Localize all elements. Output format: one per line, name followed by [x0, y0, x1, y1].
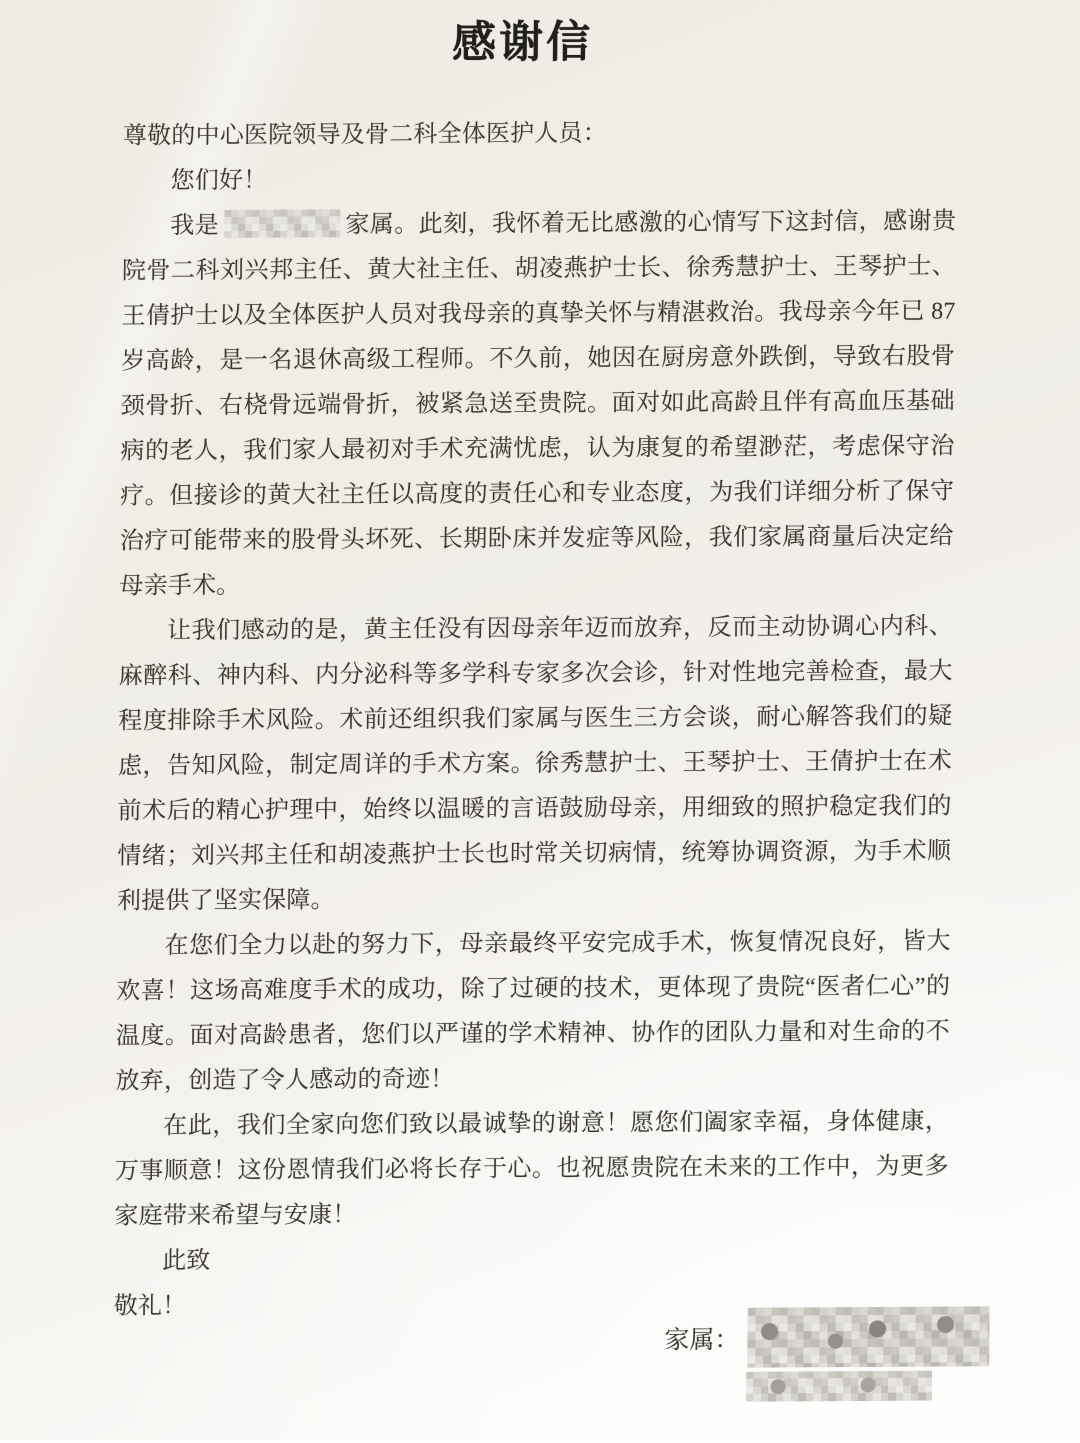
redacted-signature-date — [746, 1371, 932, 1402]
redacted-signature-name — [747, 1306, 989, 1367]
closing-respect-line: 此致 — [162, 1248, 211, 1275]
paragraph-1-prefix: 我是 — [170, 212, 220, 240]
signature-label: 家属： — [664, 1326, 740, 1355]
paragraph-3: 在您们全力以赴的努力下，母亲最终平安完成手术，恢复情况良好，皆大欢喜！这场高难度手术的成功，除了过硬的技术，更体现了贵院“医者仁心”的温度。面对高龄患者，您们以严谨的学术精神、协作的团队力量和对生命的不放弃，创造了令人感动的奇迹！ — [115, 928, 951, 1095]
closing-salute-line: 敬礼！ — [113, 1293, 187, 1320]
letter-title: 感谢信 — [451, 17, 594, 68]
paragraph-2: 让我们感动的是，黄主任没有因母亲年迈而放弃，反而主动协调心内科、麻醉科、神内科、内分泌科等多学科专家多次会诊，针对性地完善检查，最大程度排除手术风险。术前还组织我们家属与医生三方会谈，耐心解答我们的疑虑，告知风险，制定周详的手术方案。徐秀慧护士、王琴护士、王倩护士在术前术后的精心护理中，始终以温暖的言语鼓励母亲，用细致的照护稳定我们的情绪；刘兴邦主任和胡凌燕护士长也时常关切病情，统筹协调资源，为手术顺利提供了坚实保障。 — [116, 613, 954, 915]
greeting-line — [122, 154, 956, 204]
salutation-text: 尊敬的中心医院领导及骨二科全体医护人员： — [122, 120, 608, 150]
redacted-patient-name — [224, 209, 340, 238]
paragraph-1 — [119, 199, 956, 609]
paragraph-4: 在此，我们全家向您们致以最诚挚的谢意！愿您们阖家幸福，身体健康，万事顺意！这份恩情我们必将长存于心。也祝愿贵院在未来的工作中，为更多家庭带来希望与安康！ — [114, 1108, 950, 1230]
signature-block — [113, 1305, 990, 1405]
greeting-text: 您们好！ — [170, 167, 268, 195]
paragraph-1-suffix: 家属。此刻，我怀着无比感激的心情写下这封信，感谢贵院骨二科刘兴邦主任、黄大社主任、胡凌燕护士长、徐秀慧护士、王琴护士、王倩护士以及全体医护人员对我母亲的真挚关怀与精湛救治。我母亲今年已 87 岁高龄，是一名退休高级工程师。不久前，她因在厨房意外跌倒，导致右股骨颈骨折、右桡骨远端骨折，被紧急送至贵院。面对如此高龄且伴有高血压基础病的老人，我们家人最初对手术充满忧虑，认为康复的希望渺茫，考虑保守治疗。但接诊的黄大社主任以高度的责任心和专业态度，为我们详细分析了保守治疗可能带来的股骨头坏死、长期卧床并发症等风险，我们家属商量后决定给母亲手术。 — [119, 208, 957, 600]
signature-row — [664, 1305, 989, 1369]
salutation-line — [123, 109, 957, 159]
